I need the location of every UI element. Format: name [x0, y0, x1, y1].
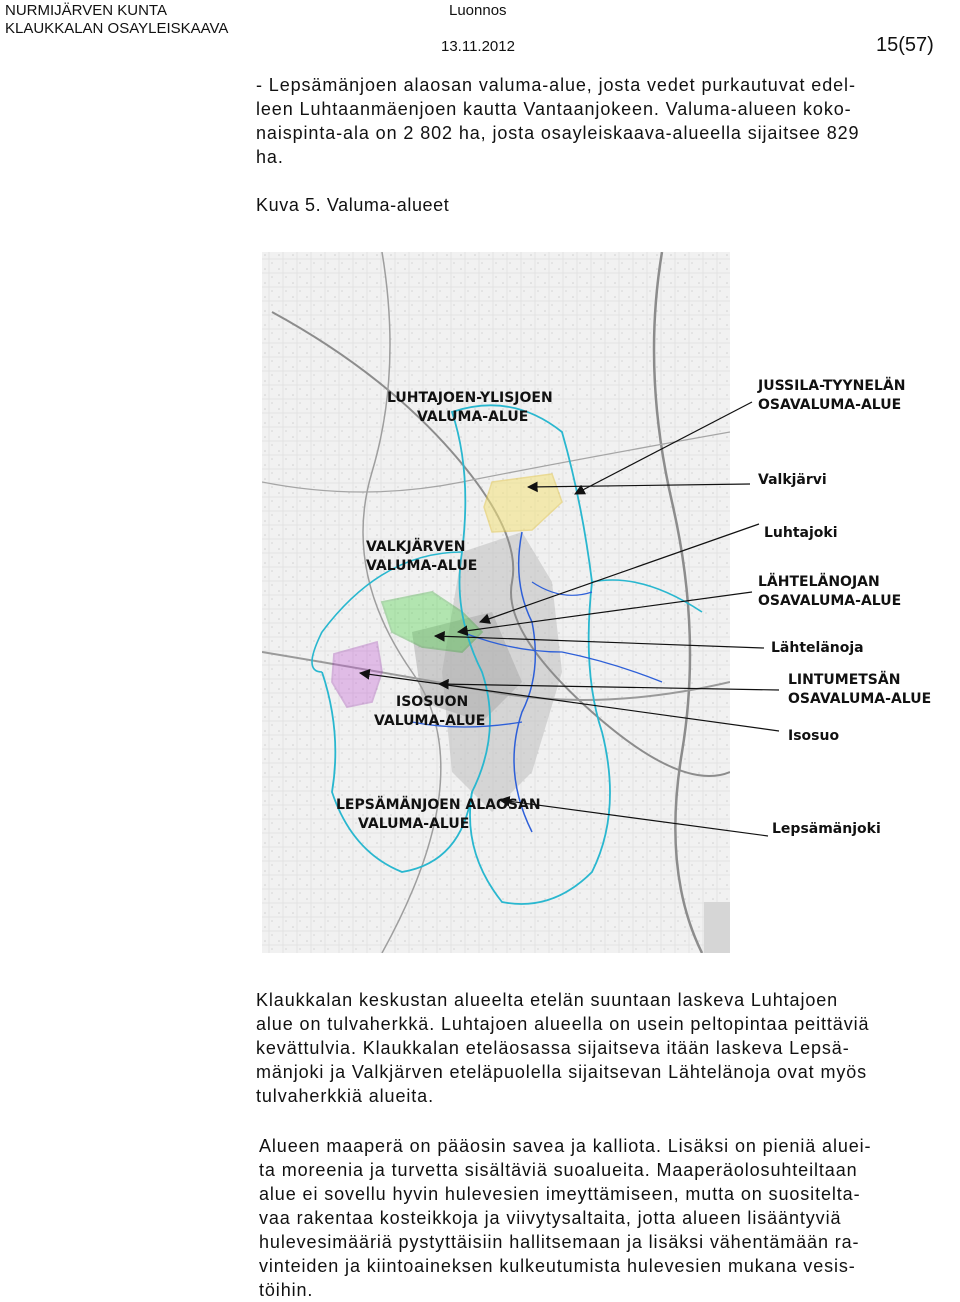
text-line: Klaukkalan keskustan alueelta etelän suuntaan laskeva Luhtajoen — [256, 990, 839, 1010]
label-line: VALUMA-ALUE — [417, 409, 529, 425]
text-line: ta moreenia ja turvetta sisältäviä suoalueita. Maaperäolosuhteiltaan — [259, 1160, 858, 1180]
text-line: hulevesimääriä pystyttäisiin hallitsemaan ja lisäksi vähentämään ra- — [259, 1232, 860, 1252]
label-line: OSAVALUMA-ALUE — [758, 397, 902, 413]
page-number: 15(57) — [876, 34, 934, 56]
label-lepsamanjoen — [336, 796, 541, 834]
label-line: VALUMA-ALUE — [374, 713, 486, 729]
label-line: LEPSÄMÄNJOEN ALAOSAN — [336, 797, 541, 813]
label-line: OSAVALUMA-ALUE — [758, 593, 902, 609]
label-line: VALUMA-ALUE — [366, 558, 478, 574]
paragraph-lepsamanjoki — [256, 73, 956, 169]
label-line: LÄHTELÄNOJAN — [758, 574, 880, 590]
text-line: alue on tulvaherkkä. Luhtajoen alueella on usein peltopintaa peittäviä — [256, 1014, 870, 1034]
text-line: tulvaherkkiä alueita. — [256, 1086, 434, 1106]
text-line: naispinta-ala on 2 802 ha, josta osayleiskaava-alueella sijaitsee 829 — [256, 123, 860, 143]
header-date: 13.11.2012 — [441, 38, 515, 55]
label-valkjarven — [366, 538, 477, 576]
text-line: Alueen maaperä on pääosin savea ja kalliota. Lisäksi on pieniä aluei- — [259, 1136, 872, 1156]
label-isosuo: Isosuo — [788, 728, 840, 744]
text-line: ha. — [256, 147, 284, 167]
text-line: kevättulvia. Klaukkalan eteläosassa sijaitseva itään laskeva Lepsä- — [256, 1038, 850, 1058]
text-line: - Lepsämänjoen alaosan valuma-alue, josta vedet purkautuvat edel- — [256, 75, 856, 95]
paragraph-flood-areas — [256, 988, 956, 1108]
catchment-map — [262, 252, 730, 953]
label-line: LINTUMETSÄN — [788, 672, 901, 688]
label-jussila-tyynelan — [758, 377, 905, 415]
text-line: alue ei sovellu hyvin hulevesien imeyttämiseen, mutta on suositelta- — [259, 1184, 861, 1204]
text-line: mänjoki ja Valkjärven eteläpuolella sijaitsevan Lähtelänoja ovat myös — [256, 1062, 868, 1082]
label-lepsamanjoki: Lepsämänjoki — [772, 821, 881, 837]
label-isosuon — [374, 693, 485, 731]
map-graphic — [262, 252, 730, 953]
label-line: VALKJÄRVEN — [366, 539, 466, 555]
header-plan: KLAUKKALAN OSAYLEISKAAVA — [5, 20, 229, 37]
header-status: Luonnos — [449, 2, 507, 19]
header-org: NURMIJÄRVEN KUNTA — [5, 2, 167, 19]
figure-caption: Kuva 5. Valuma-alueet — [256, 195, 450, 215]
label-lahtelanojan — [758, 573, 901, 611]
text-line: leen Luhtaanmäenjoen kautta Vantaanjokeen. Valuma-alueen koko- — [256, 99, 852, 119]
label-luhtajoen-ylisjoen — [387, 389, 553, 427]
text-line: vaa rakentaa kosteikkoja ja viivytysaltaita, jotta alueen lisääntyviä — [259, 1208, 842, 1228]
text-line: töihin. — [259, 1280, 314, 1300]
label-line: LUHTAJOEN-YLISJOEN — [387, 390, 553, 406]
label-lahtelanoja: Lähtelänoja — [771, 640, 864, 656]
label-luhtajoki: Luhtajoki — [764, 525, 838, 541]
text-line: vinteiden ja kiintoaineksen kulkeutumista hulevesien mukana vesis- — [259, 1256, 856, 1276]
label-line: ISOSUON — [396, 694, 469, 710]
paragraph-soil — [259, 1134, 954, 1302]
label-line: OSAVALUMA-ALUE — [788, 691, 932, 707]
label-line: VALUMA-ALUE — [358, 816, 470, 832]
label-lintumetsan — [788, 671, 931, 709]
label-valkjarvi: Valkjärvi — [758, 472, 827, 488]
label-line: JUSSILA-TYYNELÄN — [758, 378, 906, 394]
